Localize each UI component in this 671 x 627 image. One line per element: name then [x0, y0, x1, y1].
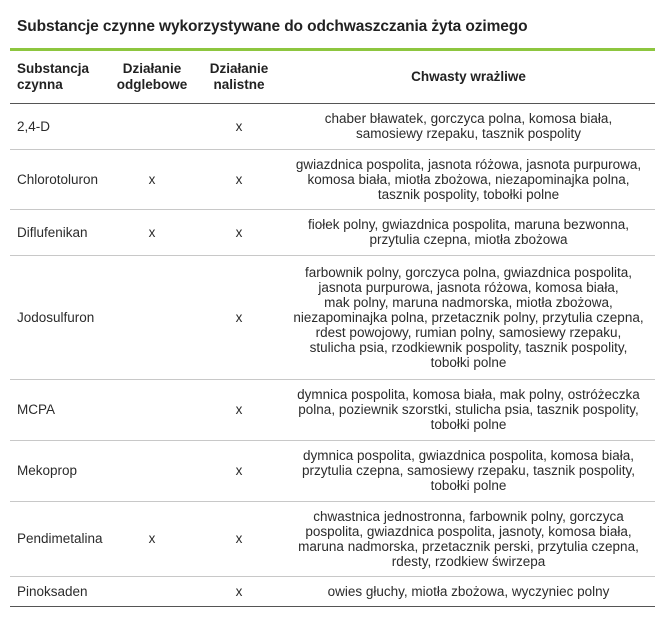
- cell-substance: Pendimetalina: [10, 501, 108, 576]
- weeds-line: rdest powojowy, rumian polny, samosiewy rzepaku,: [315, 324, 622, 340]
- cell-substance: Mekoprop: [10, 440, 108, 501]
- weeds-line: jasnota purpurowa, jasnota różowa, komosa biała,: [318, 279, 619, 295]
- cell-leaf-action: x: [196, 255, 282, 379]
- cell-soil-action: [108, 440, 196, 501]
- weeds-line: komosa biała, miotła zbożowa, niezapominajka polna,: [307, 171, 630, 187]
- weeds-line: przytulia czepna, samosiewy rzepaku, tasznik pospolity,: [302, 463, 635, 478]
- cell-weeds: [282, 440, 655, 501]
- cell-substance: Diflufenikan: [10, 209, 108, 255]
- weeds-line: mak polny, maruna nadmorska, miotła zbożowa,: [324, 294, 613, 310]
- table-body: [10, 103, 655, 606]
- cell-soil-action: [108, 576, 196, 606]
- header-leaf-line2: nalistne: [213, 76, 265, 92]
- cell-weeds: [282, 379, 655, 440]
- weeds-line: chwastnica jednostronna, farbownik polny, gorczyca: [313, 508, 624, 524]
- cell-leaf-action: x: [196, 379, 282, 440]
- table-row: [10, 501, 655, 576]
- weeds-line: dymnica pospolita, gwiazdnica pospolita, komosa biała,: [303, 448, 634, 463]
- cell-weeds: [282, 255, 655, 379]
- header-substance-line2: czynna: [17, 76, 63, 92]
- cell-substance: Chlorotoluron: [10, 149, 108, 209]
- header-leaf-line1: Działanie: [209, 60, 269, 76]
- weeds-line: samosiewy rzepaku, tasznik pospolity: [355, 126, 582, 141]
- cell-soil-action: x: [108, 501, 196, 576]
- cell-weeds: [282, 149, 655, 209]
- header-soil-line1: Działanie: [122, 60, 182, 76]
- weeds-line: polna, poziewnik szorstki, stulicha psia, tasznik pospolity,: [298, 402, 639, 417]
- cell-substance: 2,4-D: [10, 103, 108, 149]
- cell-soil-action: x: [108, 209, 196, 255]
- weeds-line: niezapominajka polna, przetacznik polny, przytulia czepna,: [293, 309, 644, 325]
- table-row: [10, 576, 655, 606]
- header-soil-action: [108, 51, 196, 103]
- weeds-line: tobołki polne: [430, 417, 507, 432]
- cell-leaf-action: x: [196, 576, 282, 606]
- cell-weeds: [282, 576, 655, 606]
- weeds-line: owies głuchy, miotła zbożowa, wyczyniec polny: [327, 583, 610, 599]
- header-soil-line2: odglebowe: [116, 76, 188, 92]
- weeds-line: tasznik pospolity, tobołki polne: [377, 186, 560, 202]
- cell-weeds: [282, 501, 655, 576]
- weeds-line: fiołek polny, gwiazdnica pospolita, maruna bezwonna,: [308, 217, 629, 232]
- cell-leaf-action: x: [196, 103, 282, 149]
- table-row: [10, 209, 655, 255]
- table-row: [10, 255, 655, 379]
- header-leaf-action: [196, 51, 282, 103]
- cell-leaf-action: x: [196, 501, 282, 576]
- header-row: [10, 51, 655, 103]
- table-row: [10, 149, 655, 209]
- header-substance: [10, 51, 108, 103]
- weeds-line: tobołki polne: [430, 478, 507, 493]
- cell-leaf-action: x: [196, 149, 282, 209]
- header-substance-line1: Substancja: [17, 60, 90, 76]
- cell-substance: Pinoksaden: [10, 576, 108, 606]
- cell-weeds: [282, 103, 655, 149]
- table-title: Substancje czynne wykorzystywane do odchwaszczania żyta ozimego: [17, 18, 528, 35]
- weeds-line: rdesty, rzodkiew świrzepa: [391, 553, 546, 569]
- cell-weeds: [282, 209, 655, 255]
- table-row: [10, 440, 655, 501]
- weeds-line: gwiazdnica pospolita, jasnota różowa, jasnota purpurowa,: [295, 156, 642, 172]
- cell-leaf-action: x: [196, 209, 282, 255]
- weeds-line: stulicha psia, rzodkiewnik pospolity, tasznik pospolity,: [309, 339, 628, 355]
- cell-soil-action: x: [108, 149, 196, 209]
- cell-substance: Jodosulfuron: [10, 255, 108, 379]
- weeds-line: przytulia czepna, miotła zbożowa: [369, 232, 568, 247]
- cell-soil-action: [108, 103, 196, 149]
- cell-soil-action: [108, 379, 196, 440]
- header-weeds: Chwasty wrażliwe: [282, 51, 655, 103]
- cell-soil-action: [108, 255, 196, 379]
- weeds-line: dymnica pospolita, komosa biała, mak polny, ostróżeczka: [297, 387, 640, 402]
- weeds-line: tobołki polne: [430, 354, 507, 370]
- weeds-line: farbownik polny, gorczyca polna, gwiazdnica pospolita,: [305, 264, 632, 280]
- cell-leaf-action: x: [196, 440, 282, 501]
- table-row: [10, 379, 655, 440]
- weeds-line: pospolita, gwiazdnica pospolita, jasnoty, komosa biała,: [305, 523, 632, 539]
- herbicide-table: [10, 51, 655, 607]
- weeds-line: chaber bławatek, gorczyca polna, komosa biała,: [324, 111, 613, 126]
- table-row: [10, 103, 655, 149]
- cell-substance: MCPA: [10, 379, 108, 440]
- weeds-line: maruna nadmorska, przetacznik perski, przytulia czepna,: [298, 538, 639, 554]
